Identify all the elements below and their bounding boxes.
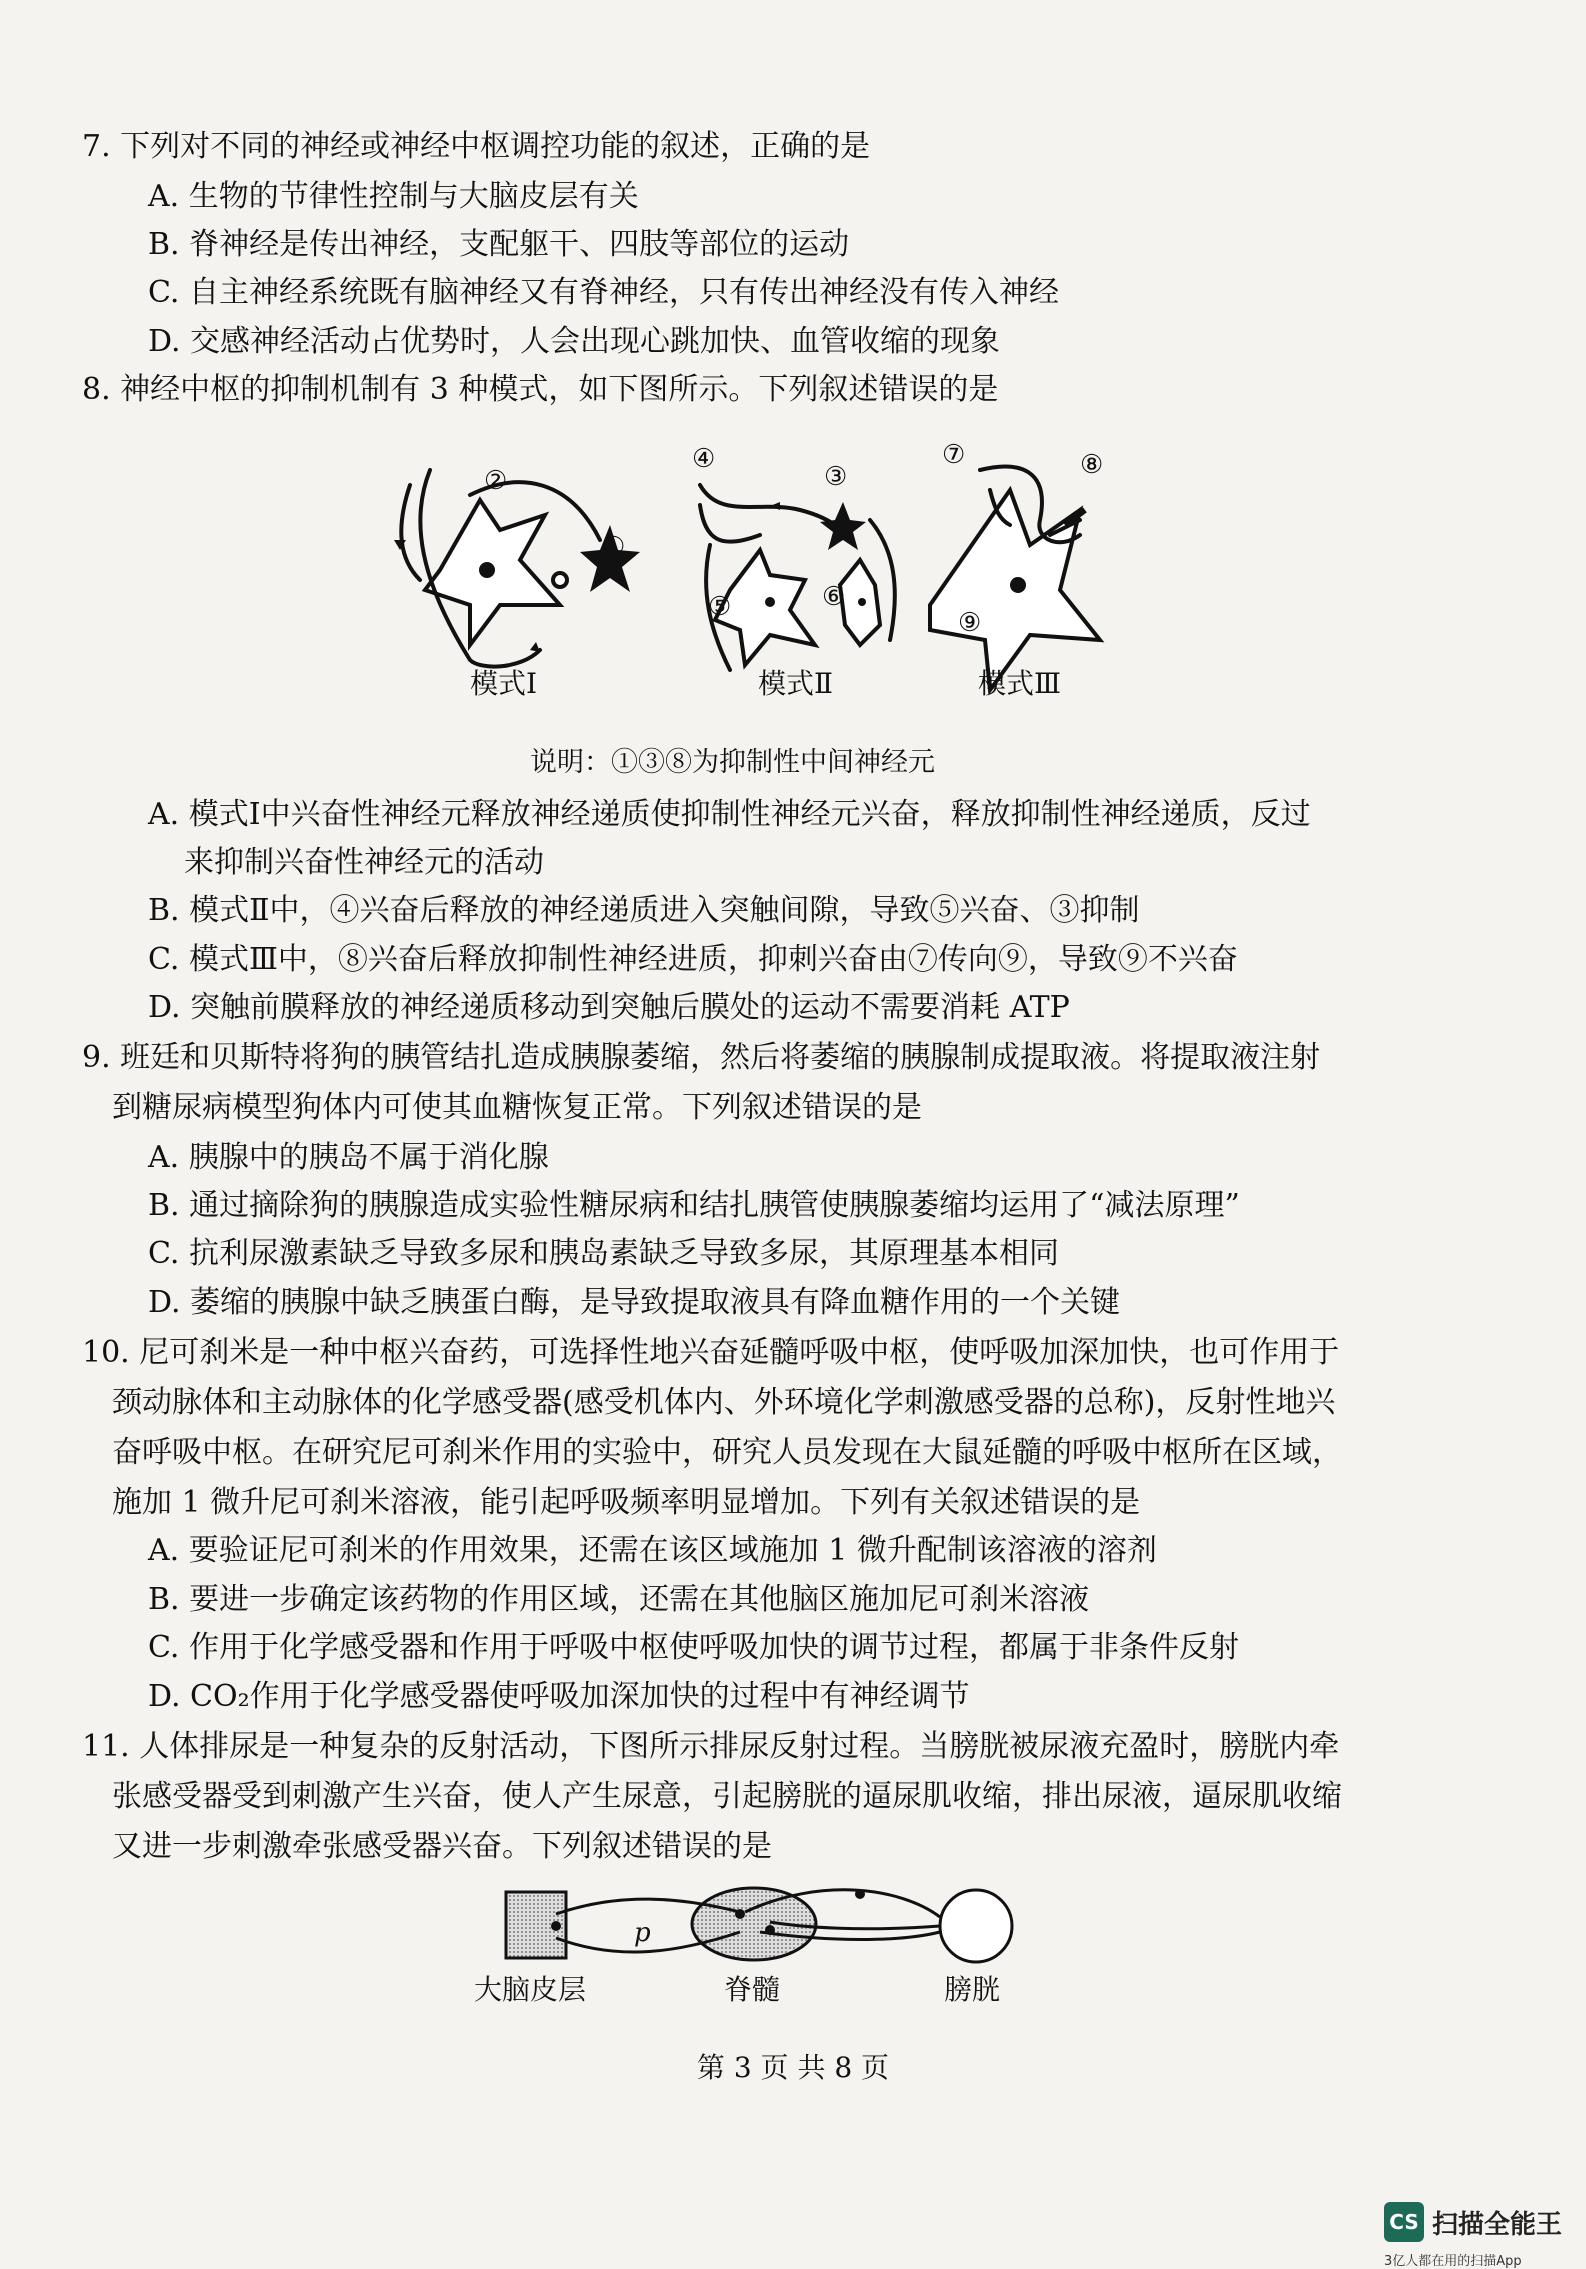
camscanner-title: 扫描全能王 [1432, 2209, 1563, 2240]
label-cortex: 大脑皮层 [474, 1973, 587, 2006]
q8-option-a-line1: A. 模式Ⅰ中兴奋性神经元释放神经递质使抑制性神经元兴奋，释放抑制性神经递质，反过 [148, 797, 1311, 832]
q8-figure-note: 说明：①③⑧为抑制性中间神经元 [530, 747, 935, 778]
label-p: p [634, 1918, 651, 1948]
label-n5: ⑤ [708, 592, 732, 622]
reflex-diagram [0, 1882, 1586, 2002]
camscanner-subtitle: 3亿人都在用的扫描App [1384, 2254, 1522, 2269]
q7-stem: 7. 下列对不同的神经或神经中枢调控功能的叙述，正确的是 [82, 129, 871, 164]
q7-option-b: B. 脊神经是传出神经，支配躯干、四肢等部位的运动 [148, 227, 850, 262]
label-n9: ⑨ [958, 608, 982, 638]
q9-option-b: B. 通过摘除狗的胰腺造成实验性糖尿病和结扎胰管使胰腺萎缩均运用了“减法原理” [148, 1188, 1240, 1223]
q9-stem-line2: 到糖尿病模型狗体内可使其血糖恢复正常。下列叙述错误的是 [112, 1090, 922, 1125]
caption-mode3: 模式Ⅲ [978, 667, 1062, 700]
q7-option-a: A. 生物的节律性控制与大脑皮层有关 [148, 179, 639, 214]
label-n4: ④ [692, 444, 716, 474]
label-n6: ⑥ [822, 582, 846, 612]
page-number: 第 3 页 共 8 页 [696, 2051, 890, 2084]
q11-stem-line1: 11. 人体排尿是一种复杂的反射活动，下图所示排尿反射过程。当膀胱被尿液充盈时，膀胱内牵 [82, 1729, 1340, 1764]
q9-stem-line1: 9. 班廷和贝斯特将狗的胰管结扎造成胰腺萎缩，然后将萎缩的胰腺制成提取液。将提取液注射 [82, 1040, 1321, 1075]
q9-option-a: A. 胰腺中的胰岛不属于消化腺 [148, 1140, 549, 1175]
q9-option-c: C. 抗利尿激素缺乏导致多尿和胰岛素缺乏导致多尿，其原理基本相同 [148, 1236, 1059, 1271]
q10-option-d: D. CO₂作用于化学感受器使呼吸加深加快的过程中有神经调节 [148, 1679, 970, 1714]
label-bladder: 膀胱 [944, 1973, 1001, 2006]
q8-stem: 8. 神经中枢的抑制机制有 3 种模式，如下图所示。下列叙述错误的是 [82, 372, 999, 407]
q8-option-d: D. 突触前膜释放的神经递质移动到突触后膜处的运动不需要消耗 ATP [148, 990, 1070, 1025]
q8-option-a-line2: 来抑制兴奋性神经元的活动 [184, 845, 544, 880]
caption-mode2: 模式Ⅱ [758, 667, 834, 700]
label-n3: ③ [824, 462, 848, 492]
q9-option-d: D. 萎缩的胰腺中缺乏胰蛋白酶，是导致提取液具有降血糖作用的一个关键 [148, 1285, 1121, 1320]
camscanner-logo: CS [1384, 2202, 1424, 2242]
scanner-watermark [1384, 2202, 1562, 2242]
q8-option-b: B. 模式Ⅱ中，④兴奋后释放的神经递质进入突触间隙，导致⑤兴奋、③抑制 [148, 893, 1140, 928]
q11-stem-line2: 张感受器受到刺激产生兴奋，使人产生尿意，引起膀胱的逼尿肌收缩，排出尿液，逼尿肌收缩 [112, 1779, 1342, 1814]
neuron-diagram [0, 430, 1586, 760]
q7-option-c: C. 自主神经系统既有脑神经又有脊神经，只有传出神经没有传入神经 [148, 275, 1059, 310]
label-n8: ⑧ [1080, 450, 1104, 480]
label-n1: ① [602, 532, 626, 562]
q10-option-c: C. 作用于化学感受器和作用于呼吸中枢使呼吸加快的调节过程，都属于非条件反射 [148, 1630, 1239, 1665]
q8-option-c: C. 模式Ⅲ中，⑧兴奋后释放抑制性神经进质，抑刺兴奋由⑦传向⑨，导致⑨不兴奋 [148, 942, 1238, 977]
label-n7: ⑦ [942, 440, 966, 470]
q10-option-b: B. 要进一步确定该药物的作用区域，还需在其他脑区施加尼可刹米溶液 [148, 1582, 1090, 1617]
q10-stem-line2: 颈动脉体和主动脉体的化学感受器(感受机体内、外环境化学刺激感受器的总称)，反射性地兴 [112, 1385, 1336, 1420]
q10-stem-line4: 施加 1 微升尼可刹米溶液，能引起呼吸频率明显增加。下列有关叙述错误的是 [112, 1485, 1141, 1520]
q10-stem-line3: 奋呼吸中枢。在研究尼可刹米作用的实验中，研究人员发现在大鼠延髓的呼吸中枢所在区域， [112, 1435, 1342, 1470]
caption-mode1: 模式Ⅰ [470, 667, 538, 700]
label-n2: ② [484, 466, 508, 496]
q10-option-a: A. 要验证尼可刹米的作用效果，还需在该区域施加 1 微升配制该溶液的溶剂 [148, 1533, 1157, 1568]
q11-stem-line3: 又进一步刺激牵张感受器兴奋。下列叙述错误的是 [112, 1829, 772, 1864]
label-spinal-cord: 脊髓 [724, 1973, 781, 2006]
q10-stem-line1: 10. 尼可刹米是一种中枢兴奋药，可选择性地兴奋延髓呼吸中枢，使呼吸加深加快，也可作用于 [82, 1335, 1340, 1370]
q7-option-d: D. 交感神经活动占优势时，人会出现心跳加快、血管收缩的现象 [148, 324, 1001, 359]
